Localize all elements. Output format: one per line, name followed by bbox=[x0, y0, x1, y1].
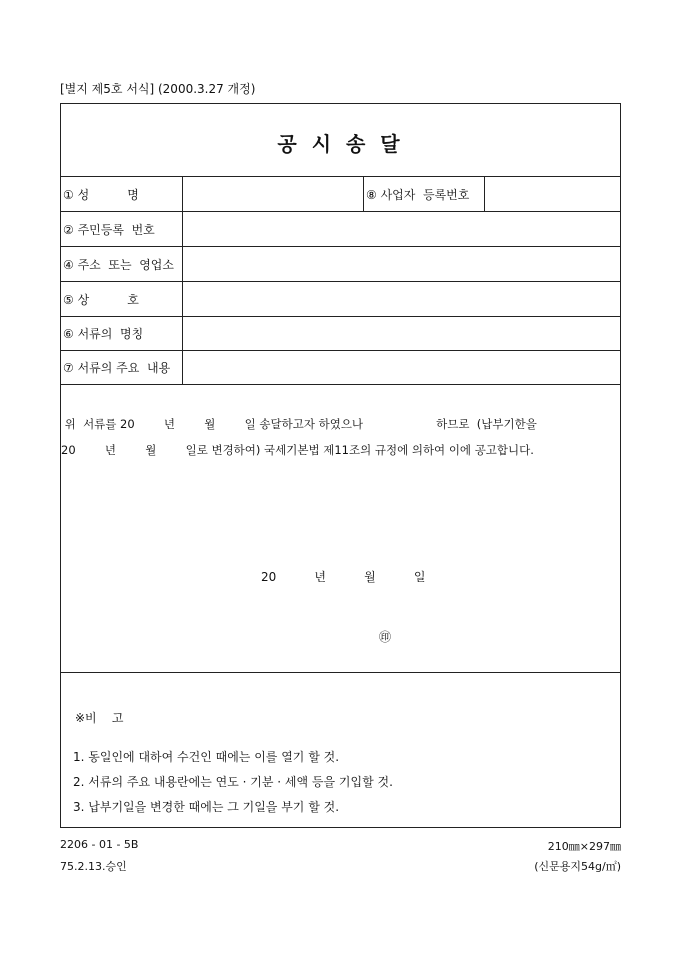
form-code: 2206 - 01 - 5B bbox=[60, 838, 139, 851]
column-divider bbox=[182, 176, 183, 384]
remarks-heading: ※비 고 bbox=[75, 711, 124, 725]
approval-date: 75.2.13.승인 bbox=[60, 860, 127, 873]
remark-item: 2. 서류의 주요 내용란에는 연도 · 기분 · 세액 등을 기입할 것. bbox=[73, 775, 393, 789]
date-line: 20 년 월 일 bbox=[261, 570, 426, 584]
remark-item: 3. 납부기일을 변경한 때에는 그 기일을 부기 할 것. bbox=[73, 800, 340, 814]
trade-name-label: ⑤ 상 호 bbox=[63, 293, 139, 307]
row-divider bbox=[61, 672, 620, 673]
paper-type: (신문용지54g/㎡) bbox=[534, 860, 621, 873]
paper-size: 210㎜×297㎜ bbox=[547, 840, 621, 853]
public-service-form bbox=[60, 103, 621, 828]
name-label: ① 성 명 bbox=[63, 188, 139, 202]
row-divider bbox=[61, 176, 620, 177]
address-label: ④ 주소 또는 영업소 bbox=[63, 258, 174, 272]
column-divider bbox=[363, 176, 364, 211]
column-divider bbox=[484, 176, 485, 211]
doc-name-label: ⑥ 서류의 명칭 bbox=[63, 327, 144, 341]
row-divider bbox=[61, 384, 620, 385]
resident-reg-label: ② 주민등록 번호 bbox=[63, 223, 155, 237]
row-divider bbox=[61, 281, 620, 282]
remark-item: 1. 동일인에 대하여 수건인 때에는 이를 열기 할 것. bbox=[73, 750, 340, 764]
row-divider bbox=[61, 211, 620, 212]
form-title: 공 시 송 달 bbox=[277, 132, 404, 156]
doc-content-label: ⑦ 서류의 주요 내용 bbox=[63, 361, 171, 375]
row-divider bbox=[61, 246, 620, 247]
business-reg-label: ⑧ 사업자 등록번호 bbox=[366, 188, 470, 202]
row-divider bbox=[61, 316, 620, 317]
form-number: [별지 제5호 서식] (2000.3.27 개정) bbox=[60, 82, 256, 96]
row-divider bbox=[61, 350, 620, 351]
body-line-2: 20 년 월 일로 변경하여) 국세기본법 제11조의 규정에 의하여 이에 공고합니다. bbox=[61, 443, 534, 457]
body-line-1: 위 서류를 20 년 월 일 송달하고자 하였으나 하므로 (납부기한을 bbox=[61, 417, 537, 431]
seal-mark: ㊞ bbox=[379, 630, 392, 644]
